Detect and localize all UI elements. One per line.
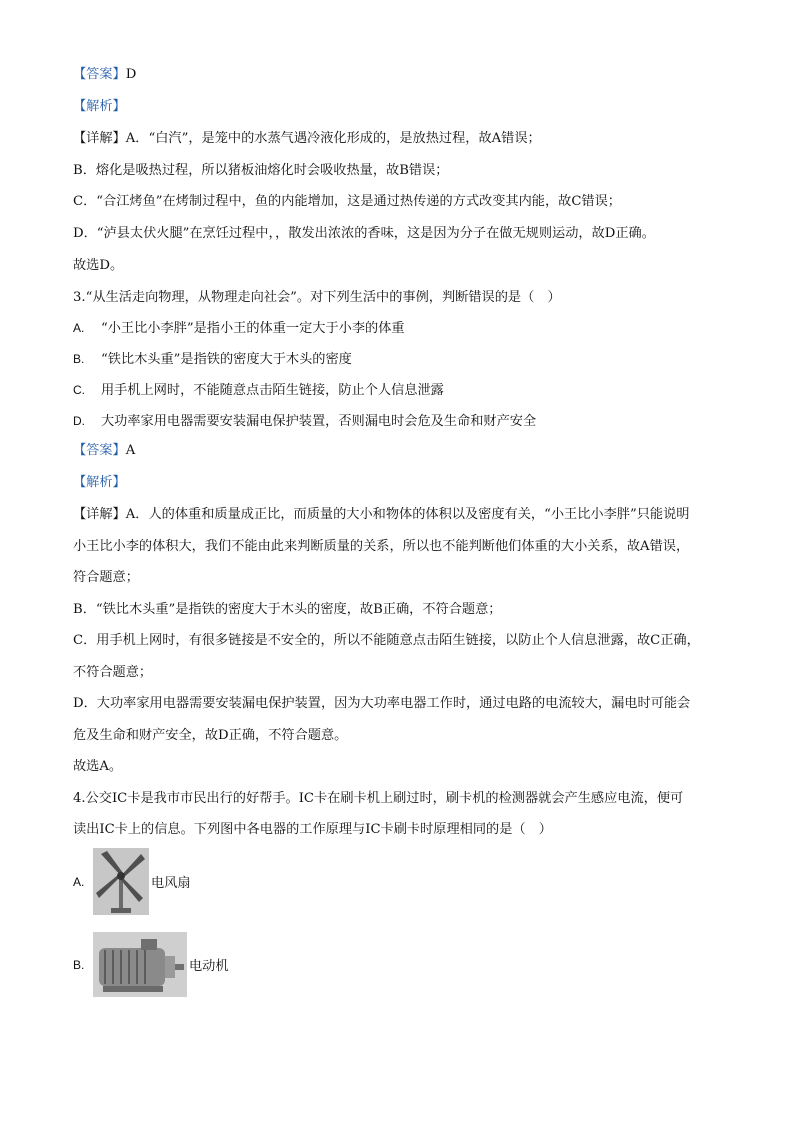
q4-option-a: [73, 848, 191, 915]
option-label: B.: [73, 352, 85, 366]
q4-stem: 4.公交IC卡是我市市民出行的好帮手。IC卡在刷卡机上刷过时，刷卡机的检测器就会产生感应电流，便可: [73, 791, 684, 806]
answer-value: D: [125, 67, 137, 82]
q3-detail-line: 危及生命和财产安全，故D正确，不符合题意。: [73, 728, 348, 743]
q2-detail-line: B．熔化是吸热过程，所以猪板油熔化时会吸收热量，故B错误；: [73, 163, 449, 178]
option-caption: 电风扇: [151, 876, 191, 891]
option-text: “小王比小李胖”是指小王的体重一定大于小李的体重: [101, 321, 405, 336]
q2-detail-line: C．“合江烤鱼”在烤制过程中，鱼的内能增加，这是通过热传递的方式改变其内能，故C错误；: [73, 194, 621, 209]
detail-text: A．人的体重和质量成正比，而质量的大小和物体的体积以及密度有关，“小王比小李胖”只能说明: [125, 507, 690, 522]
option-text: 用手机上网时，不能随意点击陌生链接，防止个人信息泄露: [101, 383, 444, 398]
answer-tag: 【答案】: [73, 443, 126, 458]
q3-analysis-heading: [73, 474, 733, 492]
detail-text: A．“白汽”，是笼中的水蒸气遇冷液化形成的，是放热过程，故A错误；: [125, 131, 541, 146]
q3-option: [73, 412, 733, 431]
option-label: A.: [73, 874, 85, 889]
q3-detail-line: B．“铁比木头重”是指铁的密度大于木头的密度，故B正确，不符合题意；: [73, 602, 502, 617]
option-text: 大功率家用电器需要安装漏电保护装置，否则漏电时会危及生命和财产安全: [101, 414, 537, 429]
option-label: C.: [73, 383, 85, 397]
q3-option: [73, 350, 733, 369]
q3-detail-line: 小王比小李的体积大，我们不能由此来判断质量的关系，所以也不能判断他们体重的大小关系，故A错误，: [73, 539, 690, 554]
q3-conclusion: 故选A。: [73, 759, 123, 774]
option-label: D.: [73, 414, 85, 428]
detail-tag: 【详解】: [73, 507, 126, 522]
answer-value: A: [125, 443, 136, 458]
option-label: B.: [73, 957, 85, 972]
q2-conclusion: 故选D。: [73, 258, 124, 273]
q2-answer: [73, 66, 733, 84]
q3-answer: [73, 442, 733, 460]
analysis-tag: 【解析】: [73, 99, 126, 114]
option-caption: 电动机: [189, 959, 229, 974]
q3-detail-line: C．用手机上网时，有很多链接是不安全的，所以不能随意点击陌生链接，以防止个人信息泄露，故C正确，: [73, 633, 700, 648]
option-label: A.: [73, 321, 85, 335]
q2-analysis-heading: [73, 98, 733, 116]
q4-option-b: [73, 932, 229, 997]
fan-icon: [93, 848, 149, 915]
q2-detail-line: [73, 130, 733, 148]
motor-icon: [93, 932, 187, 997]
q3-detail-line: 不符合题意；: [73, 665, 153, 680]
q3-detail-line: 符合题意；: [73, 570, 139, 585]
answer-tag: 【答案】: [73, 67, 126, 82]
q3-option: [73, 319, 733, 338]
detail-tag: 【详解】: [73, 131, 126, 146]
q3-detail-line: [73, 506, 733, 524]
q4-stem: 读出IC卡上的信息。下列图中各电器的工作原理与IC卡刷卡时原理相同的是（ ）: [73, 822, 552, 837]
q2-detail-line: D．“泸县太伏火腿”在烹饪过程中，，散发出浓浓的香味，这是因为分子在做无规则运动，故D正确。: [73, 226, 655, 241]
q3-detail-line: D．大功率家用电器需要安装漏电保护装置，因为大功率电器工作时，通过电路的电流较大，漏电时可能会: [73, 696, 691, 711]
option-text: “铁比木头重”是指铁的密度大于木头的密度: [101, 352, 352, 367]
q3-stem: 3.“从生活走向物理，从物理走向社会”。对下列生活中的事例，判断错误的是（ ）: [73, 290, 561, 305]
analysis-tag: 【解析】: [73, 475, 126, 490]
q3-option: [73, 381, 733, 400]
